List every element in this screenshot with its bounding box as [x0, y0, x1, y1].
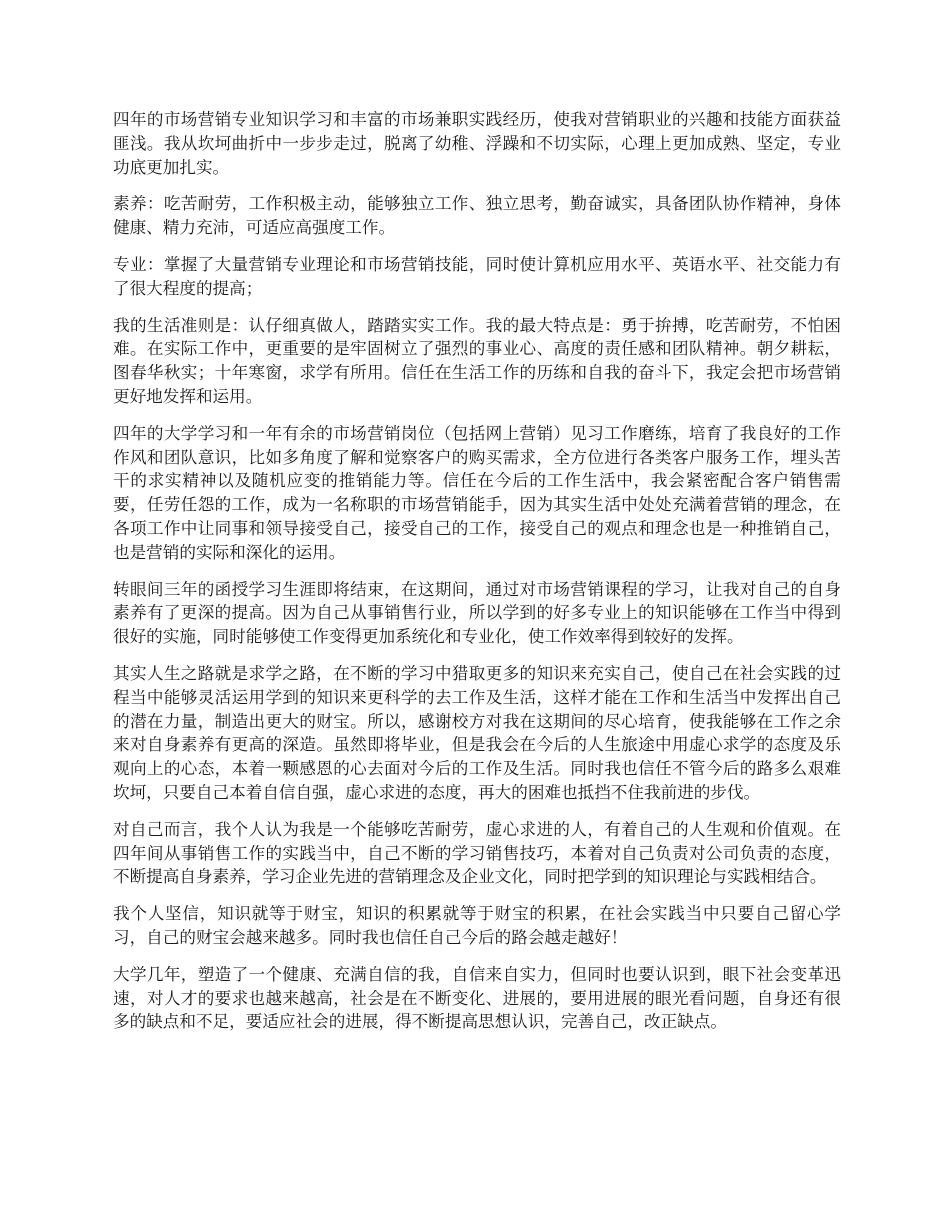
paragraph-4: 我的生活准则是：认仔细真做人，踏踏实实工作。我的最大特点是：勇于拚搏，吃苦耐劳，不怕困难。在实际工作中，更重要的是牢固树立了强烈的事业心、高度的责任感和团队精神。朝夕耕耘，图春华秋实；十年寒窗，求学有所用。信任在生活工作的历练和自我的奋斗下，我定会把市场营销更好地发挥和运用。 — [113, 315, 841, 406]
paragraph-7: 其实人生之路就是求学之路，在不断的学习中猎取更多的知识来充实自己，使自己在社会实践的过程当中能够灵活运用学到的知识来更科学的去工作及生活，这样才能在工作和生活当中发挥出自己的潜在力量，制造出更大的财宝。所以，感谢校方对我在这期间的尽心培育，使我能够在工作之余来对自身素养有更高的深造。虽然即将毕业，但是我会在今后的人生旅途中用虚心求学的态度及乐观向上的心态，本着一颗感恩的心去面对今后的工作及生活。同时我也信任不管今后的路多么艰难坎坷，只要自己本着自信自强，虚心求进的态度，再大的困难也抵挡不住我前进的步伐。 — [113, 663, 841, 802]
paragraph-3: 专业：掌握了大量营销专业理论和市场营销技能，同时使计算机应用水平、英语水平、社交能力有了很大程度的提高； — [113, 254, 841, 298]
paragraph-1: 四年的市场营销专业知识学习和丰富的市场兼职实践经历，使我对营销职业的兴趣和技能方面获益匪浅。我从坎坷曲折中一步步走过，脱离了幼稚、浮躁和不切实际，心理上更加成熟、坚定，专业功底更加扎实。 — [113, 110, 841, 177]
paragraph-5: 四年的大学学习和一年有余的市场营销岗位（包括网上营销）见习工作磨练，培育了我良好的工作作风和团队意识，比如多角度了解和觉察客户的购买需求，全方位进行各类客户服务工作，埋头苦干的求实精神以及随机应变的推销能力等。信任在今后的工作生活中，我会紧密配合客户销售需要，任劳任怨的工作，成为一名称职的市场营销能手，因为其实生活中处处充满着营销的理念，在各项工作中让同事和领导接受自己，接受自己的工作，接受自己的观点和理念也是一种推销自己，也是营销的实际和深化的运用。 — [113, 423, 841, 562]
paragraph-9: 我个人坚信，知识就等于财宝，知识的积累就等于财宝的积累，在社会实践当中只要自己留心学习，自己的财宝会越来越多。同时我也信任自己今后的路会越走越好！ — [113, 904, 841, 947]
paragraph-6: 转眼间三年的函授学习生涯即将结束，在这期间，通过对市场营销课程的学习，让我对自己的自身素养有了更深的提高。因为自己从事销售行业，所以学到的好多专业上的知识能够在工作当中得到很好的实施，同时能够使工作变得更加系统化和专业化，使工作效率得到较好的发挥。 — [113, 579, 841, 647]
paragraph-10: 大学几年，塑造了一个健康、充满自信的我，自信来自实力，但同时也要认识到，眼下社会变革迅速，对人才的要求也越来越高，社会是在不断变化、进展的，要用进展的眼光看问题，自身还有很多的缺点和不足，要适应社会的进展，得不断提高思想认识，完善自己，改正缺点。 — [113, 964, 841, 1032]
document-body — [113, 108, 841, 1047]
paragraph-8: 对自己而言，我个人认为我是一个能够吃苦耐劳，虚心求进的人，有着自己的人生观和价值观。在四年间从事销售工作的实践当中，自己不断的学习销售技巧，本着对自己负责对公司负责的态度，不断提高自身素养，学习企业先进的营销理念及企业文化，同时把学到的知识理论与实践相结合。 — [113, 819, 841, 887]
paragraph-2: 素养：吃苦耐劳，工作积极主动，能够独立工作、独立思考，勤奋诚实，具备团队协作精神，身体健康、精力充沛，可适应高强度工作。 — [113, 194, 841, 238]
